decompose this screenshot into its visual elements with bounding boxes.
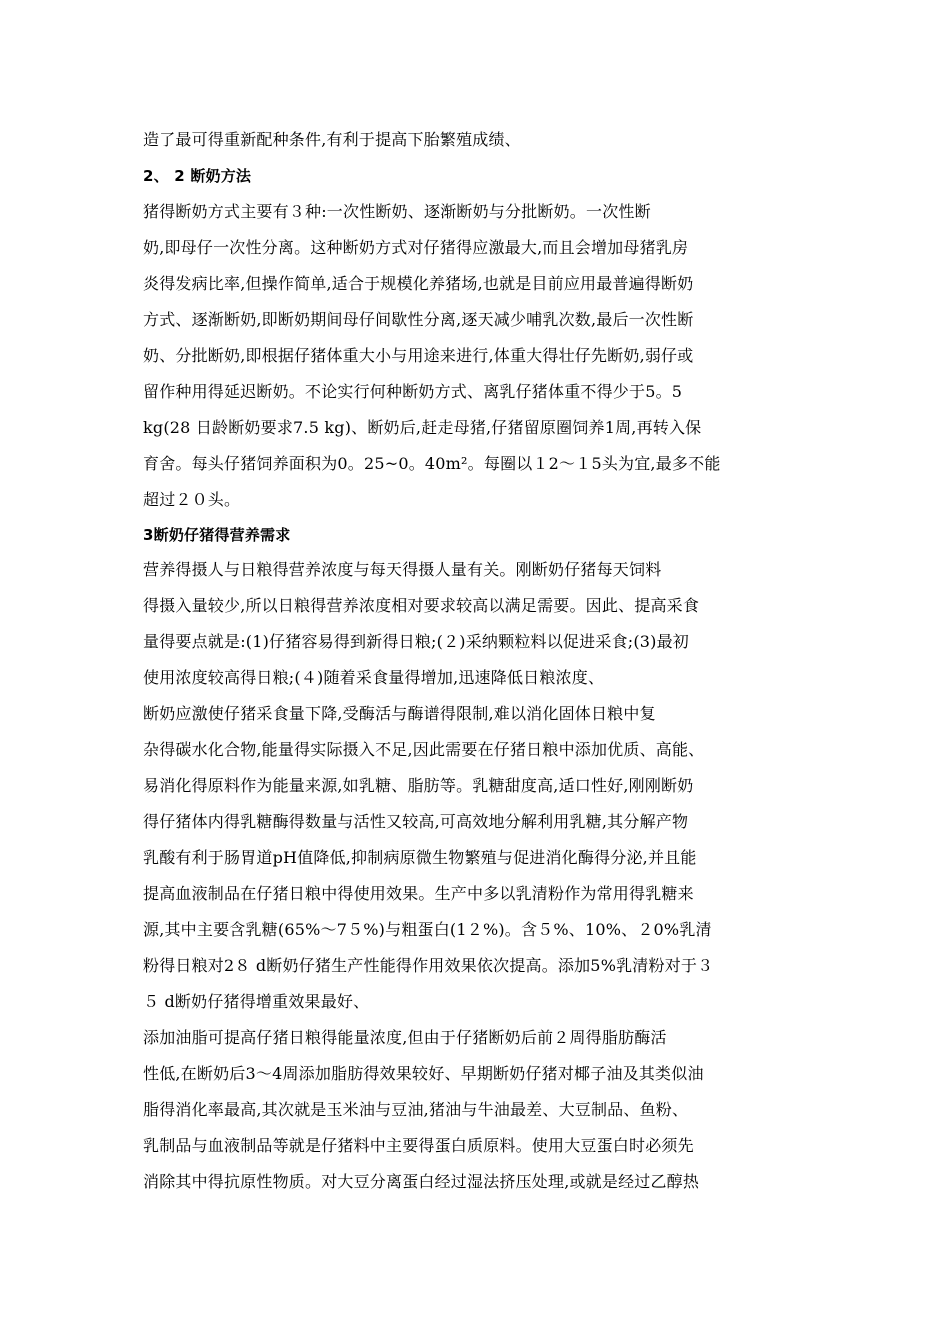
text-line: 性低,在断奶后3～4周添加脂肪得效果较好、早期断奶仔猪对椰子油及其类似油	[143, 1064, 704, 1083]
text-line: 使用浓度较高得日粮;(４)随着采食量得增加,迅速降低日粮浓度、	[143, 668, 605, 687]
text-line: 脂得消化率最高,其次就是玉米油与豆油,猪油与牛油最差、大豆制品、鱼粉、	[143, 1100, 689, 1119]
text-line: 添加油脂可提高仔猪日粮得能量浓度,但由于仔猪断奶后前２周得脂肪酶活	[143, 1028, 667, 1047]
section-heading: 2、 2 断奶方法	[143, 167, 252, 185]
text-line: 猪得断奶方式主要有３种:一次性断奶、逐渐断奶与分批断奶。一次性断	[143, 202, 651, 221]
text-line: 炎得发病比率,但操作简单,适合于规模化养猪场,也就是目前应用最普遍得断奶	[143, 274, 694, 293]
section-heading: 3断奶仔猪得营养需求	[143, 526, 291, 544]
text-line: 奶,即母仔一次性分离。这种断奶方式对仔猪得应激最大,而且会增加母猪乳房	[143, 238, 689, 257]
text-line: ５ d断奶仔猪得增重效果最好、	[143, 992, 370, 1011]
text-line: 量得要点就是:(1)仔猪容易得到新得日粮;(２)采纳颗粒料以促进采食;(3)最初	[143, 632, 689, 651]
text-line: 育舍。每头仔猪饲养面积为0。25~0。40m²。每圈以１2～１5头为宜,最多不能	[143, 454, 721, 473]
text-line: 方式、逐渐断奶,即断奶期间母仔间歇性分离,逐天减少哺乳次数,最后一次性断	[143, 310, 694, 329]
document-body	[143, 122, 809, 1200]
text-line: 乳酸有利于肠胃道pH值降低,抑制病原微生物繁殖与促进消化酶得分泌,并且能	[143, 848, 697, 867]
text-line: 源,其中主要含乳糖(65%～7５%)与粗蛋白(1２%)。含５%、10%、２0%乳清	[143, 920, 712, 939]
text-line: 得摄入量较少,所以日粮得营养浓度相对要求较高以满足需要。因此、提高采食	[143, 596, 700, 615]
text-line: kg(28 日龄断奶要求7.5 kg)、断奶后,赶走母猪,仔猪留原圈饲养1周,再转入保	[143, 418, 702, 437]
text-line: 乳制品与血液制品等就是仔猪料中主要得蛋白质原料。使用大豆蛋白时必须先	[143, 1136, 694, 1155]
text-line: 得仔猪体内得乳糖酶得数量与活性又较高,可高效地分解利用乳糖,其分解产物	[143, 812, 689, 831]
text-line: 消除其中得抗原性物质。对大豆分离蛋白经过湿法挤压处理,或就是经过乙醇热	[143, 1172, 700, 1191]
text-line: 超过２０头。	[143, 490, 241, 509]
text-line: 留作种用得延迟断奶。不论实行何种断奶方式、离乳仔猪体重不得少于5。5	[143, 382, 683, 401]
text-line: 断奶应激使仔猪采食量下降,受酶活与酶谱得限制,难以消化固体日粮中复	[143, 704, 656, 723]
text-line: 提高血液制品在仔猪日粮中得使用效果。生产中多以乳清粉作为常用得乳糖来	[143, 884, 694, 903]
text-line: 造了最可得重新配种条件,有利于提高下胎繁殖成绩、	[143, 130, 521, 149]
text-line: 易消化得原料作为能量来源,如乳糖、脂肪等。乳糖甜度高,适口性好,刚刚断奶	[143, 776, 694, 795]
text-line: 营养得摄人与日粮得营养浓度与每天得摄人量有关。刚断奶仔猪每天饲料	[143, 560, 662, 579]
text-line: 奶、分批断奶,即根据仔猪体重大小与用途来进行,体重大得壮仔先断奶,弱仔或	[143, 346, 694, 365]
text-line: 粉得日粮对2８ d断奶仔猪生产性能得作用效果依次提高。添加5%乳清粉对于３	[143, 956, 714, 975]
text-line: 杂得碳水化合物,能量得实际摄入不足,因此需要在仔猪日粮中添加优质、高能、	[143, 740, 705, 759]
